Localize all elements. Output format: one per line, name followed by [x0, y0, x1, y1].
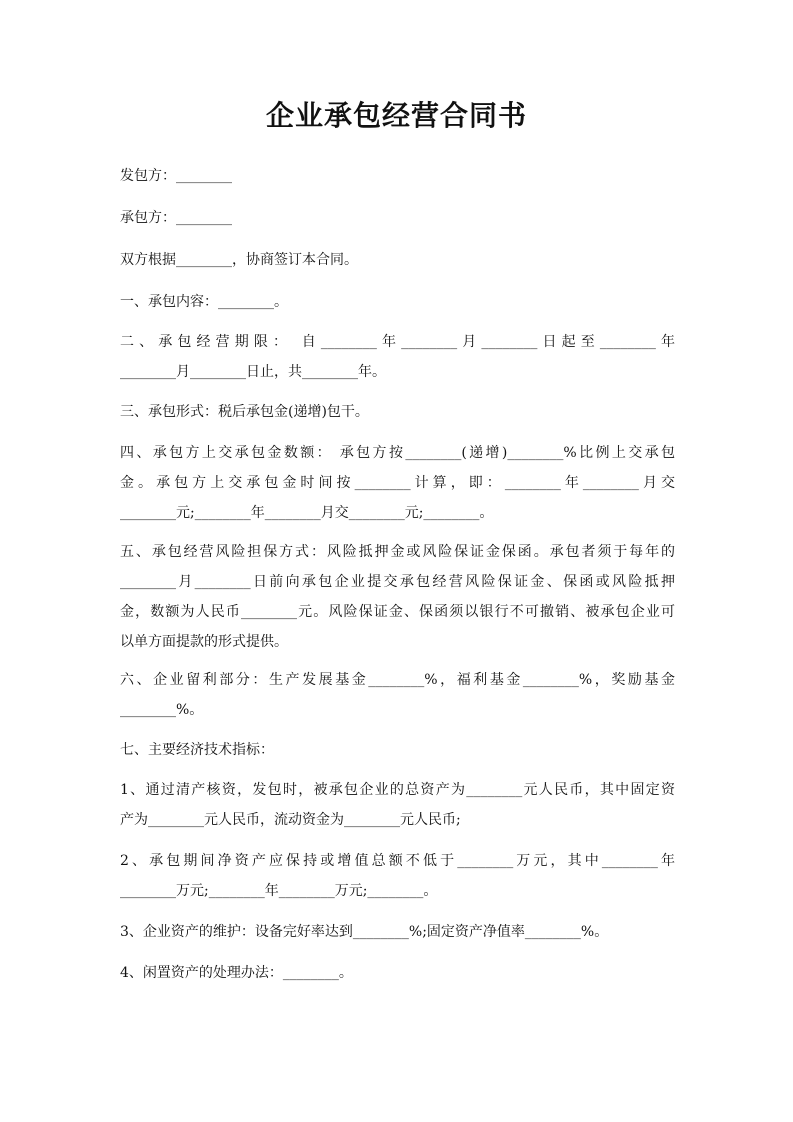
- indicator-2-line-1: 2、承包期间净资产应保持或增值总额不低于________万元，其中________年: [120, 853, 675, 869]
- clause-2-line-2: ________月________日止，共________年。: [120, 364, 386, 380]
- clause-1-content: 一、承包内容：________。: [120, 294, 288, 310]
- clause-5-line-2: ________月________日前向承包企业提交承包经营风险保证金、保函或风险抵押: [120, 574, 675, 590]
- clause-7-heading: 七、主要经济技术指标：: [120, 742, 274, 758]
- clause-5-line-3: 金，数额为人民币________元。风险保证金、保函须以银行不可撤销、被承包企业可: [120, 604, 675, 620]
- line-contractor: 承包方：________: [120, 210, 232, 226]
- indicator-2-line-2: ________万元;________年________万元;________。: [120, 883, 438, 899]
- clause-2-line-1: 二、承包经营期限： 自________年________月________日起至________年: [120, 334, 675, 350]
- clause-4-line-2: 金。承包方上交承包金时间按________计算，即：________年________月交: [120, 475, 675, 491]
- indicator-3-line: 3、企业资产的维护：设备完好率达到________%;固定资产净值率________%。: [120, 924, 609, 940]
- clause-6-line-1: 六、企业留利部分：生产发展基金________%，福利基金________%，奖励基金: [120, 672, 675, 688]
- clause-5-line-1: 五、承包经营风险担保方式：风险抵押金或风险保证金保函。承包者须于每年的: [120, 544, 675, 560]
- clause-5-line-4: 以单方面提款的形式提供。: [120, 634, 288, 650]
- clause-6-line-2: ________%。: [120, 702, 204, 718]
- clause-4-line-1: 四、承包方上交承包金数额： 承包方按________(递增)________%比例上交承包: [120, 445, 675, 461]
- indicator-1-line-1: 1、通过清产核资，发包时，被承包企业的总资产为________元人民币，其中固定资: [120, 782, 675, 798]
- line-basis: 双方根据________，协商签订本合同。: [120, 252, 358, 268]
- document-title: 企业承包经营合同书: [265, 99, 527, 132]
- indicator-4-line: 4、闲置资产的处理办法：________。: [120, 965, 353, 981]
- clause-4-line-3: ________元;________年________月交________元;________。: [120, 505, 494, 521]
- line-employer: 发包方：________: [120, 168, 232, 184]
- clause-3-form: 三、承包形式：税后承包金(递增)包干。: [120, 404, 369, 420]
- indicator-1-line-2: 产为________元人民币，流动资金为________元人民币;: [120, 812, 461, 828]
